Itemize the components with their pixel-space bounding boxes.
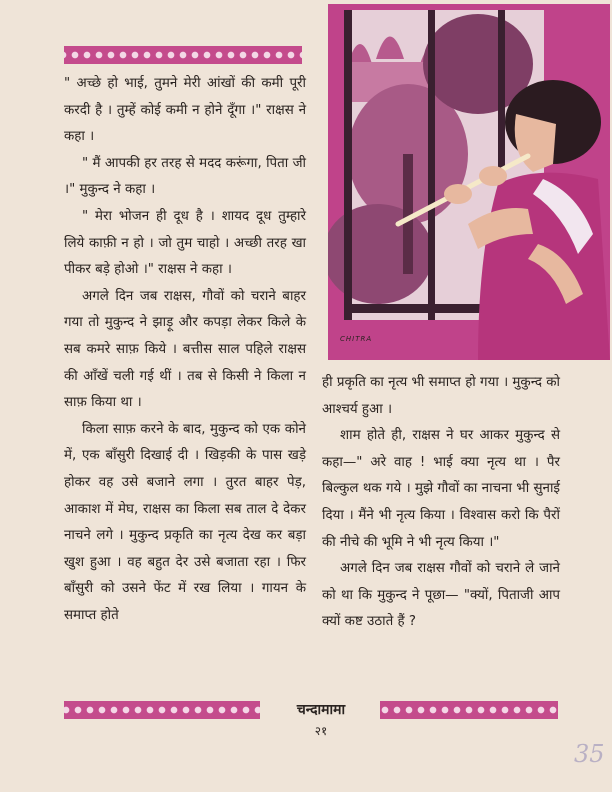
decorative-border-bottom-right [380, 701, 558, 719]
left-text-column [64, 71, 306, 629]
illustration-drawing [328, 4, 610, 360]
paragraph: " मेरा भोजन ही दूध है । शायद दूध तुम्हारे लिये काफ़ी न हो । जो तुम चाहो । अच्छी तरह खा पीकर बड़े होओ ।" राक्षस ने कहा । [64, 208, 306, 278]
decorative-border-top [64, 46, 302, 64]
paragraph: " अच्छे हो भाई, तुमने मेरी आंखों की कमी पूरी करदी है । तुम्हें कोई कमी न होने दूँगा ।" राक्षस ने कहा । [64, 76, 306, 145]
magazine-title: चन्दामामा [296, 702, 346, 718]
illustration-signature: CHITRA [340, 335, 373, 343]
paragraph: शाम होते ही, राक्षस ने घर आकर मुकुन्द से कहा—" अरे वाह ! भाई क्या नृत्य था । पैर बिल्कुल थक गये । मुझे गौवों का नाचना भी सुनाई दिया । मैंने भी नृत्य किया । विश्वास करो कि पैरों की नीचे की भूमि ने भी नृत्य किया ।" [322, 428, 560, 550]
page-number: २१ [314, 724, 328, 738]
paragraph: किला साफ़ करने के बाद, मुकुन्द को एक कोने में, एक बाँसुरी दिखाई दी । खिड़की के पास खड़े होकर वह उसे बजाने लगा । तुरत बाहर पेड़, आकाश में मेघ, राक्षस का किला सब ताल दे देकर नाचने लगे । मुकुन्द प्रकृति का नृत्य देख कर बड़ा खुश हुआ । वह बहुत देर उसे बजाता रहा । फिर बाँसुरी को उसने फेंट में रख लिया । गायन के समाप्त होते [64, 421, 306, 623]
paragraph: ही प्रकृति का नृत्य भी समाप्त हो गया । मुकुन्द को आश्चर्य हुआ । [322, 375, 560, 417]
paragraph: " मैं आपकी हर तरह से मदद करूंगा, पिता जी ।" मुकुन्द ने कहा । [64, 155, 306, 198]
decorative-border-bottom-left [64, 701, 260, 719]
paragraph: अगले दिन जब राक्षस, गौवों को चराने बाहर गया तो मुकुन्द ने झाड़ू और कपड़ा लेकर किले के सब कमरे साफ़ किये । बत्तीस साल पहिले राक्षस की आँखें चली गई थीं । तब से किसी ने किला न साफ़ किया था । [64, 288, 306, 411]
handwritten-page-number: 35 [574, 740, 605, 768]
right-text-column [322, 370, 560, 636]
illustration-boy-playing-flute [328, 4, 610, 360]
paragraph: अगले दिन जब राक्षस गौवों को चराने ले जाने को था कि मुकुन्द ने पूछा— "क्यों, पिताजी आप क्यों कष्ट उठाते हैं ? [322, 561, 560, 630]
